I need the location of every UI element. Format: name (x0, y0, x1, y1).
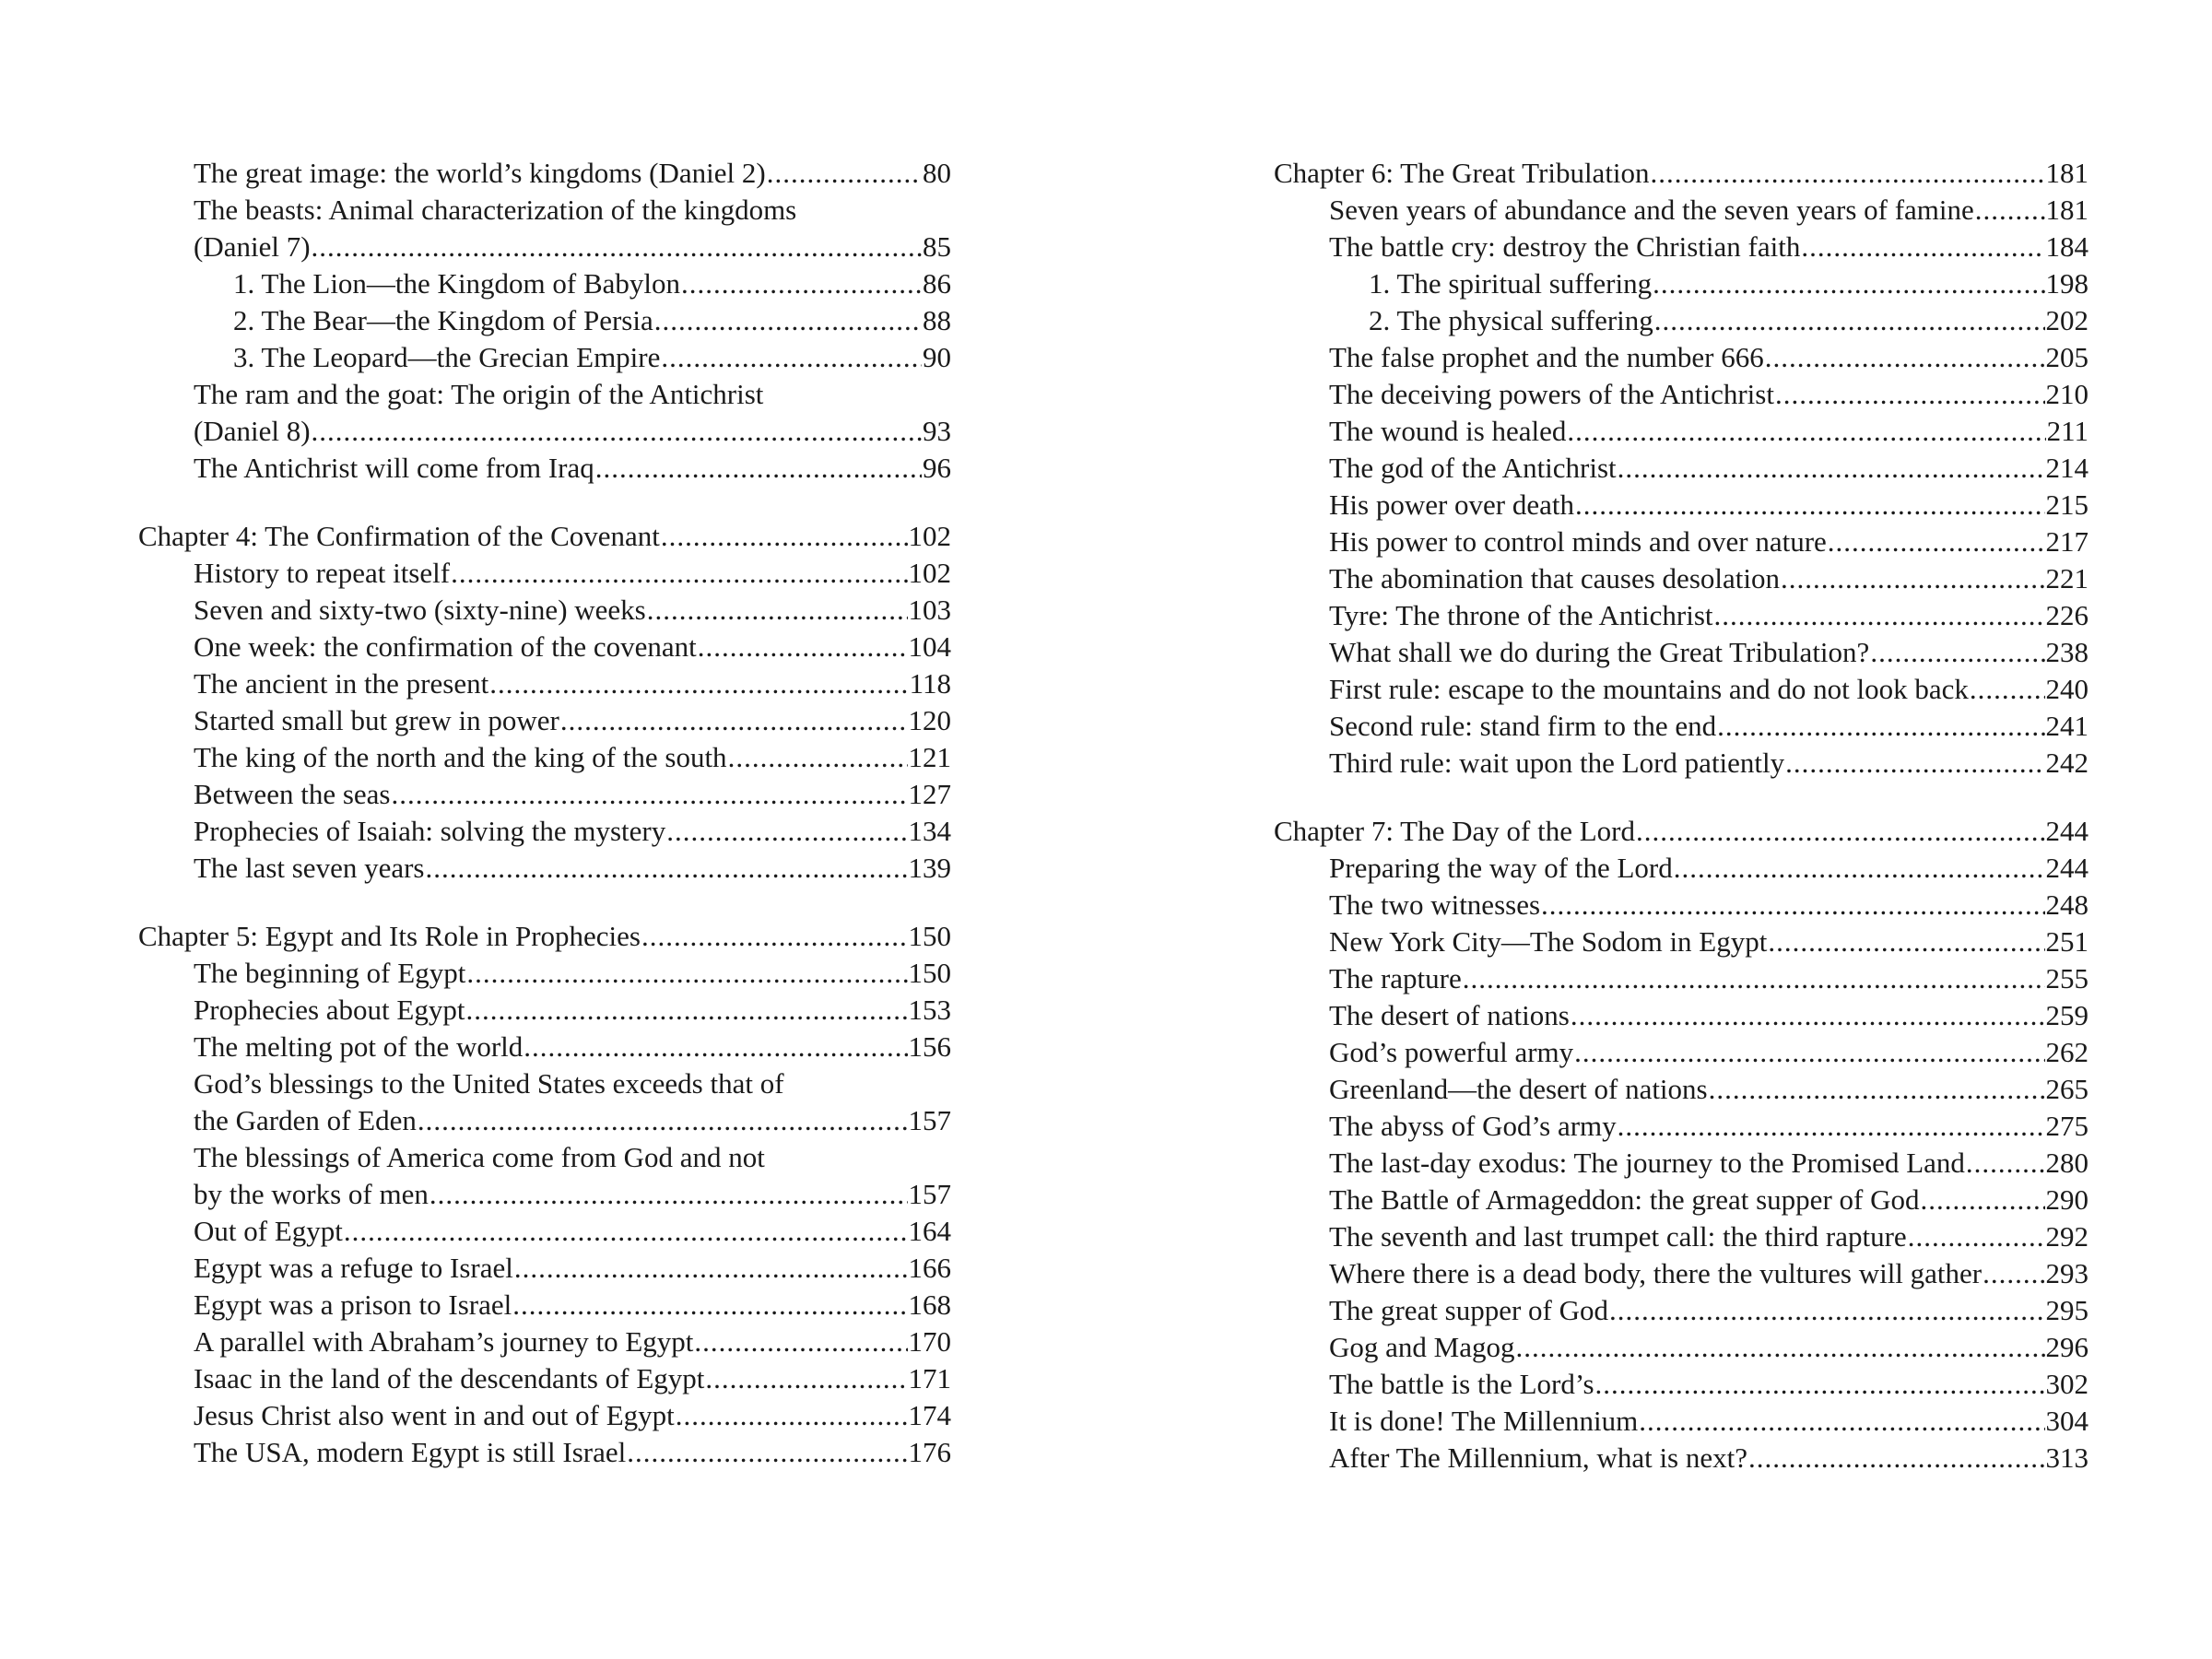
dot-leader (1983, 1255, 2044, 1292)
dot-leader (512, 1287, 907, 1324)
toc-entry-page: 80 (923, 157, 951, 189)
toc-entry-title: Between the seas (194, 778, 391, 810)
dot-leader (466, 955, 907, 992)
toc-entry-page: 102 (908, 557, 951, 589)
chapter-page: 244 (2045, 815, 2088, 847)
toc-entry-title: The king of the north and the king of the south (194, 741, 727, 773)
toc-entry (138, 813, 951, 850)
toc-entry (1274, 597, 2088, 634)
toc-entry-title: The false prophet and the number 666 (1329, 341, 1764, 373)
toc-entry-title: The Battle of Armageddon: the great supper of God (1329, 1183, 1920, 1216)
dot-leader (1870, 634, 2044, 671)
toc-entry-page: 96 (923, 452, 951, 484)
toc-entry-page: 168 (908, 1288, 951, 1321)
dot-leader (489, 665, 908, 702)
toc-entry-page: 86 (923, 267, 951, 300)
dot-leader (1966, 1145, 2045, 1182)
toc-entry-page: 88 (923, 304, 951, 336)
right-page (1274, 155, 2088, 1477)
toc-entry-title: What shall we do during the Great Tribulation? (1329, 636, 1870, 668)
dot-leader (1781, 560, 2045, 597)
toc-entry-page: 139 (908, 852, 951, 884)
toc-entry-page: 290 (2045, 1183, 2088, 1216)
toc-entry-page: 93 (923, 415, 951, 447)
toc-entry-title: Greenland—the desert of nations (1329, 1073, 1708, 1105)
toc-entry-page: 120 (908, 704, 951, 736)
dot-leader (681, 265, 922, 302)
toc-entry-page: 244 (2045, 852, 2088, 884)
toc-entry-page: 292 (2045, 1220, 2088, 1253)
toc-entry-page: 150 (908, 957, 951, 989)
dot-leader (1567, 413, 2045, 450)
toc-entry (1274, 339, 2088, 376)
toc-entry-title: 1. The spiritual suffering (1369, 267, 1653, 300)
toc-entry-page: 156 (908, 1030, 951, 1063)
toc-chapter-4 (138, 518, 951, 887)
dot-leader (1515, 1329, 2044, 1366)
toc-entry (1274, 1329, 2088, 1366)
toc-entry-title: The melting pot of the world (194, 1030, 524, 1063)
toc-entry (1274, 560, 2088, 597)
dot-leader (1714, 597, 2045, 634)
toc-entry (138, 155, 951, 192)
toc-entry-page: 221 (2045, 562, 2088, 594)
dot-leader (1651, 155, 2045, 192)
dot-leader (1775, 376, 2045, 413)
toc-entry (1274, 924, 2088, 960)
dot-leader (312, 229, 922, 265)
toc-entry-page: 153 (908, 994, 951, 1026)
toc-entry (138, 1213, 951, 1250)
dot-leader (1541, 887, 2044, 924)
toc-entry-title: After The Millennium, what is next? (1329, 1441, 1747, 1474)
toc-entry-title: 2. The Bear—the Kingdom of Persia (233, 304, 653, 336)
chapter-heading (138, 518, 951, 555)
toc-entry-page: 215 (2045, 488, 2088, 521)
toc-entry (1274, 1034, 2088, 1071)
toc-entry-title: The great image: the world’s kingdoms (Daniel 2) (194, 157, 766, 189)
toc-entry-title: God’s powerful army (1329, 1036, 1574, 1068)
toc-entry (138, 776, 951, 813)
toc-entry-title: His power over death (1329, 488, 1574, 521)
toc-entry-page: 296 (2045, 1331, 2088, 1363)
toc-entry-page: 157 (908, 1178, 951, 1210)
toc-chapter-6 (1274, 155, 2088, 782)
toc-entry-page: 259 (2045, 999, 2088, 1031)
toc-entry-title: Egypt was a refuge to Israel (194, 1252, 513, 1284)
toc-entry-title: The wound is healed (1329, 415, 1567, 447)
toc-entry (1274, 960, 2088, 997)
chapter-page: 181 (2045, 157, 2088, 189)
dot-leader (514, 1250, 908, 1287)
toc-entry (138, 1250, 951, 1287)
toc-entry-page: 127 (908, 778, 951, 810)
toc-entry-title: The abomination that causes desolation (1329, 562, 1780, 594)
toc-entry (138, 850, 951, 887)
toc-entry-title: The rapture (1329, 962, 1462, 994)
toc-entry (1274, 887, 2088, 924)
toc-entry-page: 226 (2045, 599, 2088, 631)
dot-leader (1801, 229, 2044, 265)
toc-entry (1274, 1292, 2088, 1329)
toc-entry-title: 2. The physical suffering (1369, 304, 1653, 336)
dot-leader (1636, 813, 2045, 850)
dot-leader (425, 850, 907, 887)
toc-entry (1274, 192, 2088, 229)
dot-leader (1609, 1292, 2044, 1329)
toc-entry-page: 242 (2045, 747, 2088, 779)
toc-entry-page: 214 (2045, 452, 2088, 484)
toc-entry-title: Tyre: The throne of the Antichrist (1329, 599, 1713, 631)
toc-entry (138, 1360, 951, 1397)
toc-entry (1274, 1108, 2088, 1145)
dot-leader (391, 776, 907, 813)
dot-leader (1639, 1403, 2044, 1440)
dot-leader (1920, 1182, 2044, 1218)
toc-entry-page: 275 (2045, 1110, 2088, 1142)
toc-entry-page: 313 (2045, 1441, 2088, 1474)
toc-entry (1274, 413, 2088, 450)
toc-entry-title-line1: The ram and the goat: The origin of the Antichrist (194, 378, 764, 410)
toc-entry (138, 955, 951, 992)
dot-leader (666, 813, 907, 850)
toc-entry-title: The deceiving powers of the Antichrist (1329, 378, 1774, 410)
dot-leader (1654, 302, 2045, 339)
chapter-title: Chapter 7: The Day of the Lord (1274, 815, 1635, 847)
toc-entry (138, 1434, 951, 1471)
dot-leader (1618, 1108, 2045, 1145)
toc-entry-title: by the works of men (194, 1178, 429, 1210)
toc-entry (138, 339, 951, 376)
dot-leader (1618, 450, 2045, 487)
dot-leader (647, 592, 908, 629)
toc-entry-page: 181 (2045, 194, 2088, 226)
toc-entry-title: Prophecies about Egypt (194, 994, 465, 1026)
toc-entry (138, 702, 951, 739)
dot-leader (1828, 524, 2045, 560)
chapter-heading (138, 918, 951, 955)
toc-entry-page: 280 (2045, 1147, 2088, 1179)
dot-leader (1709, 1071, 2045, 1108)
toc-entry-page: 121 (908, 741, 951, 773)
dot-leader (1674, 850, 2045, 887)
toc-entry-page: 90 (923, 341, 951, 373)
dot-leader (344, 1213, 908, 1250)
toc-entry-page: 241 (2045, 710, 2088, 742)
toc-entry-title: Third rule: wait upon the Lord patiently (1329, 747, 1785, 779)
dot-leader (627, 1434, 907, 1471)
toc-entry-title-line1: The beasts: Animal characterization of the kingdoms (194, 194, 797, 226)
toc-entry-title: Jesus Christ also went in and out of Egypt (194, 1399, 675, 1431)
toc-entry (1274, 850, 2088, 887)
toc-entry-page: 295 (2045, 1294, 2088, 1326)
chapter-heading (1274, 155, 2088, 192)
toc-entry-page: 302 (2045, 1368, 2088, 1400)
toc-entry (138, 1397, 951, 1434)
toc-entry-title: Out of Egypt (194, 1215, 343, 1247)
toc-entry-title: History to repeat itself (194, 557, 451, 589)
toc-entry-page: 265 (2045, 1073, 2088, 1105)
toc-entry-title: The battle cry: destroy the Christian faith (1329, 230, 1801, 263)
toc-entry-title: Preparing the way of the Lord (1329, 852, 1673, 884)
dot-leader (1595, 1366, 2045, 1403)
toc-entry-page: 174 (908, 1399, 951, 1431)
toc-entry-page: 248 (2045, 888, 2088, 921)
toc-entry-page: 210 (2045, 378, 2088, 410)
toc-entry (1274, 376, 2088, 413)
toc-entry-title: The beginning of Egypt (194, 957, 466, 989)
toc-entry-title: Egypt was a prison to Israel (194, 1288, 512, 1321)
dot-leader (728, 739, 908, 776)
dot-leader (524, 1029, 907, 1065)
toc-entry (1274, 1440, 2088, 1477)
toc-entry (1274, 1071, 2088, 1108)
toc-entry (1274, 487, 2088, 524)
toc-entry-page: 176 (908, 1436, 951, 1468)
toc-entry (138, 739, 951, 776)
toc-entry-page: 157 (908, 1104, 951, 1136)
toc-entry (1274, 1403, 2088, 1440)
dot-leader (654, 302, 922, 339)
dot-leader (698, 629, 908, 665)
toc-entry-title: The USA, modern Egypt is still Israel (194, 1436, 627, 1468)
toc-entry-title: (Daniel 8) (194, 415, 311, 447)
toc-entry (138, 450, 951, 487)
toc-entry (138, 229, 951, 265)
dot-leader (1908, 1218, 2045, 1255)
toc-entry-title: 1. The Lion—the Kingdom of Babylon (233, 267, 681, 300)
toc-entry-title: The two witnesses (1329, 888, 1541, 921)
toc-entry-title: Seven years of abundance and the seven years of famine (1329, 194, 1974, 226)
toc-entry-page: 262 (2045, 1036, 2088, 1068)
chapter-title: Chapter 6: The Great Tribulation (1274, 157, 1650, 189)
toc-entry-title: The god of the Antichrist (1329, 452, 1617, 484)
toc-entry (1274, 302, 2088, 339)
dot-leader (1575, 487, 2045, 524)
dot-leader (1574, 1034, 2044, 1071)
toc-entry-title: It is done! The Millennium (1329, 1405, 1639, 1437)
left-page (138, 155, 951, 1471)
toc-entry-title: New York City—The Sodom in Egypt (1329, 925, 1768, 958)
dot-leader (1765, 339, 2045, 376)
toc-entry (1274, 1366, 2088, 1403)
toc-entry-title: The last-day exodus: The journey to the Promised Land (1329, 1147, 1965, 1179)
dot-leader (465, 992, 907, 1029)
toc-entry (1274, 265, 2088, 302)
toc-entry-title: One week: the confirmation of the covenant (194, 630, 697, 663)
toc-entry (1274, 1218, 2088, 1255)
dot-leader (676, 1397, 908, 1434)
toc-entry (1274, 1255, 2088, 1292)
toc-entry (138, 665, 951, 702)
toc-entry-title-line1: God’s blessings to the United States exceeds that of (194, 1067, 784, 1100)
toc-entry-title: The great supper of God (1329, 1294, 1609, 1326)
toc-entry-title: Prophecies of Isaiah: solving the mystery (194, 815, 666, 847)
toc-entry-page: 211 (2046, 415, 2088, 447)
toc-entry (1274, 524, 2088, 560)
dot-leader (595, 450, 922, 487)
dot-leader (1975, 192, 2045, 229)
toc-entry-title: Where there is a dead body, there the vultures will gather (1329, 1257, 1983, 1289)
toc-entry (1274, 745, 2088, 782)
toc-chapter-5 (138, 918, 951, 1471)
toc-entry (138, 1102, 951, 1139)
toc-entry (138, 413, 951, 450)
toc-entry (138, 555, 951, 592)
toc-entry (1274, 1145, 2088, 1182)
toc-entry-title: Started small but grew in power (194, 704, 559, 736)
toc-entry-title: Isaac in the land of the descendants of Egypt (194, 1362, 705, 1394)
dot-leader (641, 918, 908, 955)
toc-entry-page: 103 (908, 594, 951, 626)
chapter-title: Chapter 5: Egypt and Its Role in Prophecies (138, 920, 641, 952)
chapter-heading (1274, 813, 2088, 850)
toc-entry (1274, 229, 2088, 265)
toc-block-daniel (138, 155, 951, 487)
dot-leader (1653, 265, 2044, 302)
toc-entry-page: 238 (2045, 636, 2088, 668)
toc-entry-page: 293 (2045, 1257, 2088, 1289)
dot-leader (1970, 671, 2045, 708)
toc-entry-page: 104 (908, 630, 951, 663)
toc-entry-page: 205 (2045, 341, 2088, 373)
toc-entry-title: The last seven years (194, 852, 425, 884)
toc-entry (138, 1029, 951, 1065)
toc-chapter-7 (1274, 813, 2088, 1477)
toc-entry-page: 304 (2045, 1405, 2088, 1437)
dot-leader (661, 339, 922, 376)
toc-entry-title: the Garden of Eden (194, 1104, 417, 1136)
chapter-page: 102 (908, 520, 951, 552)
toc-entry (138, 1324, 951, 1360)
toc-entry-page: 251 (2045, 925, 2088, 958)
toc-entry-title: A parallel with Abraham’s journey to Egypt (194, 1325, 694, 1358)
dot-leader (312, 413, 922, 450)
dot-leader (694, 1324, 907, 1360)
dot-leader (1768, 924, 2044, 960)
toc-entry-title: (Daniel 7) (194, 230, 311, 263)
toc-entry-title: First rule: escape to the mountains and do not look back (1329, 673, 1969, 705)
toc-entry-page: 170 (908, 1325, 951, 1358)
dot-leader (767, 155, 922, 192)
toc-entry-title: Second rule: stand firm to the end (1329, 710, 1717, 742)
dot-leader (1463, 960, 2045, 997)
toc-entry-title: The desert of nations (1329, 999, 1570, 1031)
dot-leader (1571, 997, 2045, 1034)
dot-leader (1785, 745, 2044, 782)
toc-entry-page: 184 (2045, 230, 2088, 263)
toc-entry-title: Seven and sixty-two (sixty-nine) weeks (194, 594, 646, 626)
toc-entry-title-line1: The blessings of America come from God and not (194, 1141, 765, 1173)
toc-entry (1274, 450, 2088, 487)
dot-leader (451, 555, 907, 592)
toc-entry-title: The Antichrist will come from Iraq (194, 452, 594, 484)
toc-entry (1274, 634, 2088, 671)
dot-leader (429, 1176, 908, 1213)
toc-entry-page: 198 (2045, 267, 2088, 300)
chapter-page: 150 (908, 920, 951, 952)
toc-entry-page: 85 (923, 230, 951, 263)
toc-entry-page: 164 (908, 1215, 951, 1247)
dot-leader (705, 1360, 907, 1397)
toc-entry (1274, 708, 2088, 745)
toc-entry-page: 217 (2045, 525, 2088, 558)
toc-entry (1274, 997, 2088, 1034)
toc-entry (1274, 1182, 2088, 1218)
toc-entry-title: The battle is the Lord’s (1329, 1368, 1594, 1400)
toc-entry-title: The abyss of God’s army (1329, 1110, 1617, 1142)
toc-entry-page: 166 (908, 1252, 951, 1284)
toc-entry-page: 240 (2045, 673, 2088, 705)
toc-entry-page: 171 (908, 1362, 951, 1394)
toc-entry-page: 255 (2045, 962, 2088, 994)
toc-entry (138, 992, 951, 1029)
toc-entry-page: 202 (2045, 304, 2088, 336)
dot-leader (1717, 708, 2044, 745)
toc-entry (138, 1287, 951, 1324)
toc-entry-title: Gog and Magog (1329, 1331, 1515, 1363)
toc-entry (1274, 671, 2088, 708)
toc-entry-title: His power to control minds and over nature (1329, 525, 1827, 558)
chapter-title: Chapter 4: The Confirmation of the Covenant (138, 520, 660, 552)
toc-entry (138, 1176, 951, 1213)
toc-entry (138, 265, 951, 302)
toc-entry (138, 629, 951, 665)
dot-leader (661, 518, 908, 555)
dot-leader (560, 702, 908, 739)
toc-entry (138, 302, 951, 339)
toc-entry-page: 118 (909, 667, 951, 700)
toc-entry-title: The seventh and last trumpet call: the third rapture (1329, 1220, 1907, 1253)
dot-leader (1748, 1440, 2045, 1477)
dot-leader (418, 1102, 908, 1139)
toc-entry-page: 134 (908, 815, 951, 847)
toc-entry (138, 592, 951, 629)
toc-entry-title: The ancient in the present (194, 667, 489, 700)
toc-entry-title: 3. The Leopard—the Grecian Empire (233, 341, 661, 373)
